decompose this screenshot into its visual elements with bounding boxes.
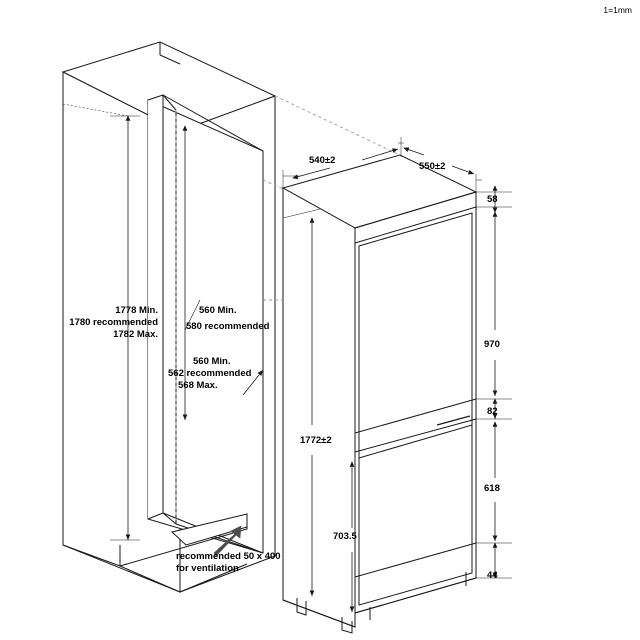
label-top-gap: 58 [487, 194, 498, 205]
scale-note: 1=1mm [603, 5, 632, 15]
label-niche-width-line2: 562 recommended [168, 368, 252, 379]
label-ventilation-line2: for ventilation [176, 563, 239, 574]
label-niche-depth-line1: 560 Min. [199, 305, 237, 316]
label-cabinet-height-line1: 1778 Min. [115, 305, 158, 316]
label-niche-width-line1: 560 Min. [193, 356, 231, 367]
label-fridge-height: 970 [484, 339, 500, 350]
label-appliance-width: 550±2 [419, 161, 446, 172]
label-cabinet-height-line3: 1782 Max. [113, 329, 158, 340]
label-cabinet-height-line2: 1780 recommended [69, 317, 158, 328]
label-door-split-height: 703.5 [333, 531, 357, 542]
label-plinth: 44 [487, 570, 498, 581]
label-ventilation-line1: recommended 50 x 400 [176, 551, 281, 562]
label-total-height: 1772±2 [300, 435, 332, 446]
label-niche-depth-line2: 580 recommended [186, 321, 270, 332]
label-mid-gap: 82 [487, 406, 498, 417]
label-niche-width-line3: 568 Max. [178, 380, 218, 391]
label-freezer-height: 618 [484, 483, 500, 494]
label-appliance-depth: 540±2 [309, 155, 336, 166]
dimension-right-stack [476, 186, 512, 578]
